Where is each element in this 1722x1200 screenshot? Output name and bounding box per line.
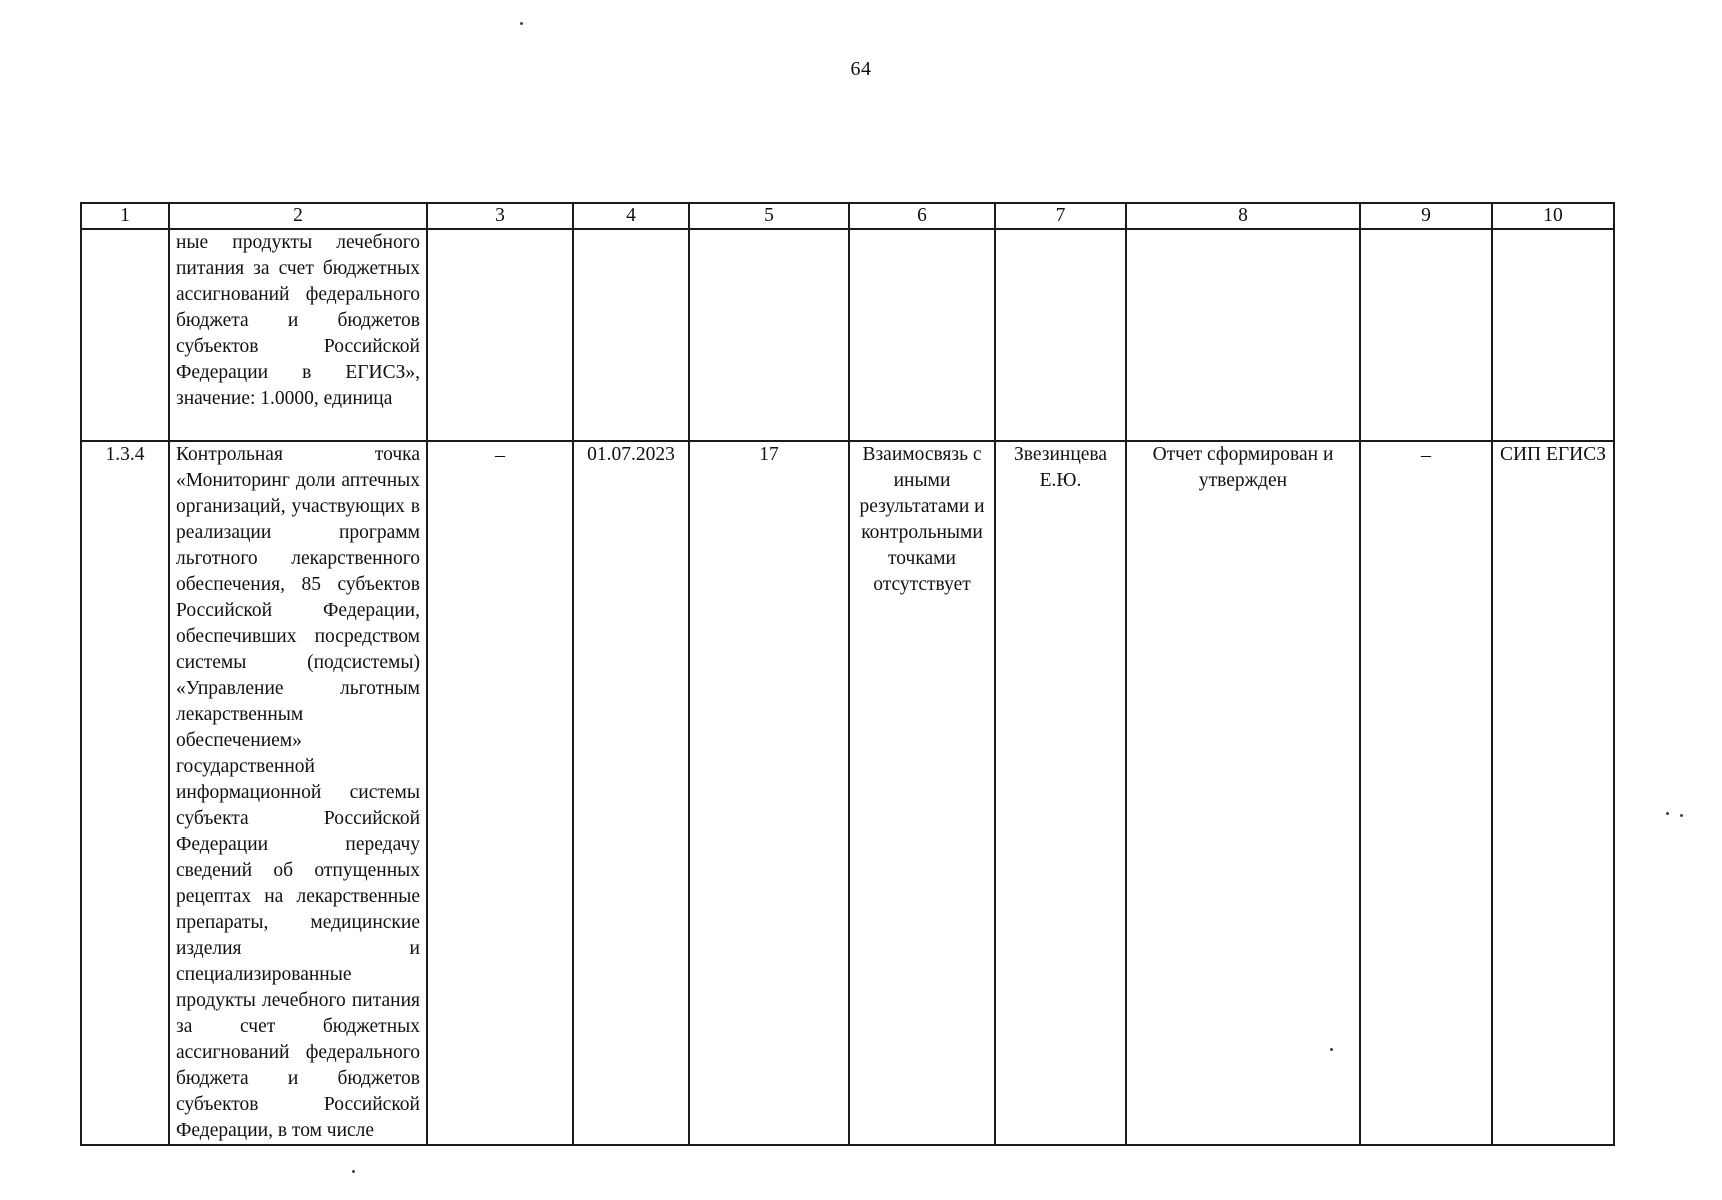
cell-col5: 17 <box>689 441 849 1145</box>
cell-date: 01.07.2023 <box>573 441 689 1145</box>
column-header-8: 8 <box>1126 203 1360 229</box>
scan-speck <box>1680 814 1683 817</box>
column-header-7: 7 <box>995 203 1126 229</box>
cell-description: Контрольная точка «Мониторинг доли аптечных организаций, участвующих в реализации программ льготного лекарственного обеспечения, 85 субъектов Российской Федерации, обеспечивших посредством системы (подсистемы) «Управление льготным лекарственным обеспечением» государственной информационной системы субъекта Российской Федерации передачу сведений об отпущенных рецептах на лекарственные препараты, медицинские изделия и специализированные продукты лечебного питания за счет бюджетных ассигнований федерального бюджета и бюджетов субъектов Российской Федерации, в том числе <box>169 441 427 1145</box>
cell-number: 1.3.4 <box>81 441 169 1145</box>
column-header-1: 1 <box>81 203 169 229</box>
cell-system: СИП ЕГИСЗ <box>1492 441 1614 1145</box>
column-header-6: 6 <box>849 203 995 229</box>
cell-col9 <box>1360 229 1492 441</box>
column-header-3: 3 <box>427 203 573 229</box>
cell-col4 <box>573 229 689 441</box>
column-header-2: 2 <box>169 203 427 229</box>
cell-result: Отчет сформирован и утвержден <box>1126 441 1360 1145</box>
cell-col8 <box>1126 229 1360 441</box>
scan-speck <box>1666 812 1669 815</box>
cell-col3: – <box>427 441 573 1145</box>
column-header-5: 5 <box>689 203 849 229</box>
cell-col7 <box>995 229 1126 441</box>
cell-description: ные продукты лечебного питания за счет бюджетных ассигнований федерального бюджета и бюджетов субъектов Российской Федерации в ЕГИСЗ», значение: 1.0000, единица <box>169 229 427 441</box>
cell-col5 <box>689 229 849 441</box>
table-row <box>81 229 1614 441</box>
cell-relationship: Взаимосвязь с иными результатами и контрольными точками отсутствует <box>849 441 995 1145</box>
scan-speck <box>520 22 523 25</box>
header-row <box>81 203 1614 229</box>
scan-speck <box>1330 1048 1333 1051</box>
plan-table <box>80 202 1615 1146</box>
column-header-10: 10 <box>1492 203 1614 229</box>
cell-col9: – <box>1360 441 1492 1145</box>
column-header-9: 9 <box>1360 203 1492 229</box>
scan-speck <box>352 1170 355 1173</box>
column-header-4: 4 <box>573 203 689 229</box>
cell-number <box>81 229 169 441</box>
page-number: 64 <box>850 58 872 80</box>
cell-responsible: Звезинцева Е.Ю. <box>995 441 1126 1145</box>
cell-col6 <box>849 229 995 441</box>
table-row <box>81 441 1614 1145</box>
cell-col10 <box>1492 229 1614 441</box>
cell-col3 <box>427 229 573 441</box>
